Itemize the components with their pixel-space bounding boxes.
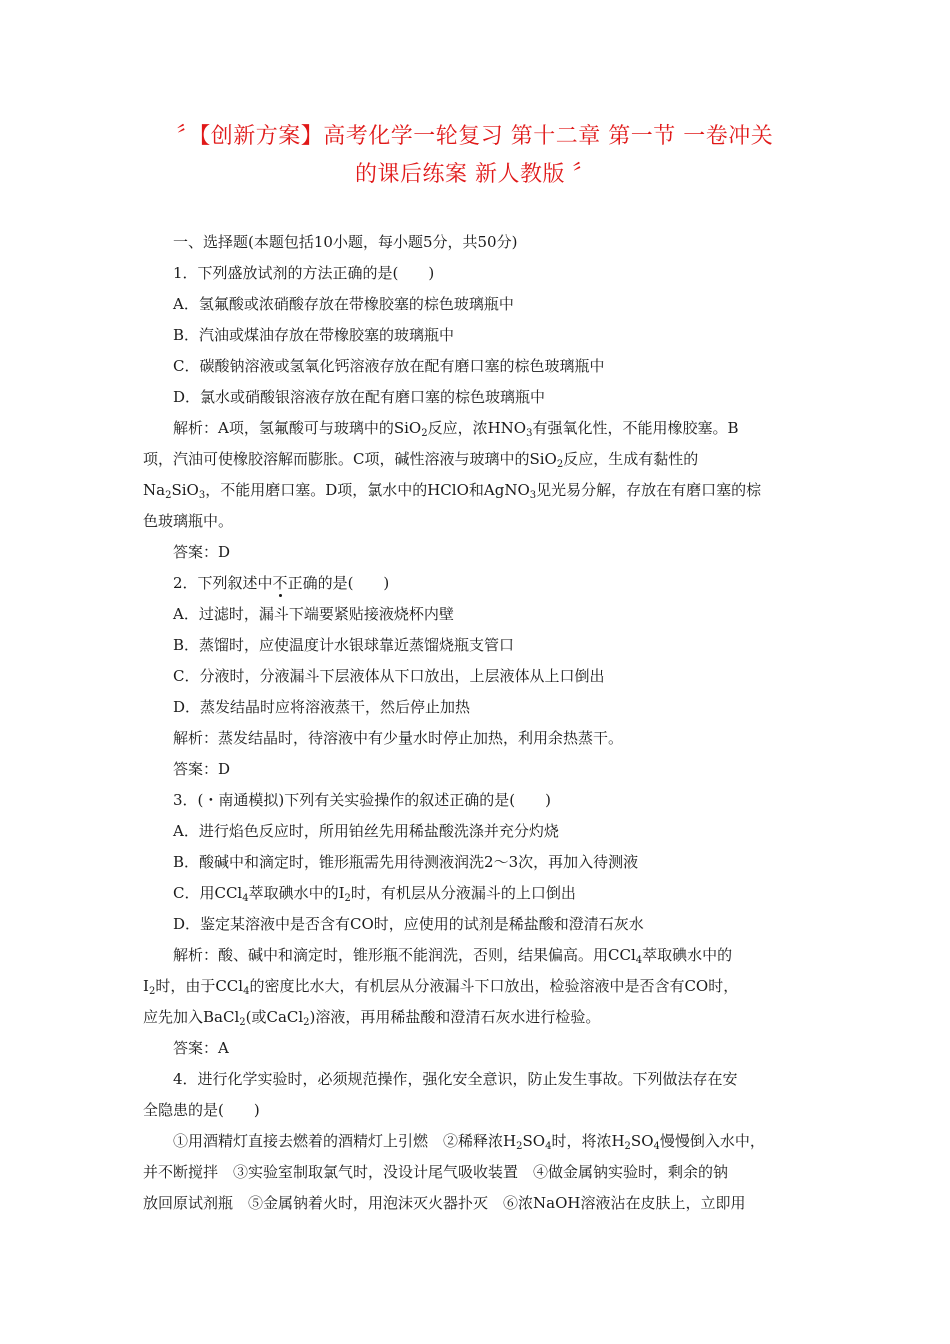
q1-stem: 1．下列盛放试剂的方法正确的是( ) — [173, 264, 435, 282]
q2-option-d: D．蒸发结晶时应将溶液蒸干，然后停止加热 — [173, 698, 471, 716]
q4-item-line-3-text-b: 溶液沾在皮肤上，立即用 — [580, 1194, 746, 1212]
q3-analysis-line-3: 应先加入BaCl$_2$(或CaCl$_2$)溶液，再用稀盐酸和澄清石灰水进行检验。 — [143, 1008, 601, 1028]
q3-answer: 答案：A — [173, 1039, 229, 1057]
q1-analysis: 解析：A项，氢氟酸可与玻璃中的SiO$_2$反应，浓$HNO_3$有强氧化性，不能用橡胶塞。B — [173, 419, 739, 439]
q4-item-2-text-a: 时，将浓 — [551, 1132, 612, 1150]
q2-option-a: A．过滤时，漏斗下端要紧贴接液烧杯内壁 — [173, 605, 454, 623]
q4-stem-line-2: 全隐患的是( ) — [143, 1101, 260, 1119]
q4-items-line-1: ①用酒精灯直接去燃着的酒精灯上引燃 ②稀释浓$H_2SO_4$时，将浓$H_2SO_4$慢慢倒入水中， — [173, 1132, 765, 1152]
q2-option-b: B．蒸馏时，应使温度计水银球靠近蒸馏烧瓶支管口 — [173, 636, 515, 654]
q3-option-a: A．进行焰色反应时，所用铂丝先用稀盐酸洗涤并充分灼烧 — [173, 822, 559, 840]
q2-stem-post: 正确的是( ) — [287, 574, 390, 592]
q4-item-2-text-b: 慢慢倒入水中， — [659, 1132, 765, 1150]
q1-analysis-line-4: 色玻璃瓶中。 — [143, 512, 234, 530]
q1-analysis-line-3: $Na_2SiO_3$，不能用磨口塞。D项，氯水中的HClO和AgNO$_3$见光易分解，存放在有磨口塞的棕 — [143, 481, 762, 501]
title-line-2: 的课后练案 新人教版 〞 — [355, 162, 595, 187]
q4-naoh: NaOH — [533, 1194, 581, 1212]
q3-option-d: D．鉴定某溶液中是否含有CO时，应使用的试剂是稀盐酸和澄清石灰水 — [173, 915, 644, 933]
title-line-1: 〞【创新方案】高考化学一轮复习 第十二章 第一节 一卷冲关 — [176, 124, 774, 149]
q3-stem: 3．(・南通模拟)下列有关实验操作的叙述正确的是( ) — [173, 791, 551, 809]
document-title — [150, 118, 800, 194]
q2-analysis: 解析：蒸发结晶时，待溶液中有少量水时停止加热，利用余热蒸干。 — [173, 729, 624, 747]
q3-analysis-line-2: $I_2$时，由于CCl$_4$的密度比水大，有机层从分液漏斗下口放出，检验溶液中是否含有CO时， — [143, 977, 739, 997]
q2-stem-pre: 2．下列叙述中 — [173, 574, 273, 592]
q2-stem — [173, 568, 813, 599]
q4-items-line-3 — [143, 1188, 813, 1219]
q1-analysis-line-2: 项，汽油可使橡胶溶解而膨胀。C项，碱性溶液与玻璃中的SiO$_2$反应，生成有黏性的 — [143, 450, 699, 470]
q1-option-d: D．氯水或硝酸银溶液存放在配有磨口塞的棕色玻璃瓶中 — [173, 388, 546, 406]
document-body — [143, 227, 813, 1219]
q2-answer: 答案：D — [173, 760, 231, 778]
q2-option-c: C．分液时，分液漏斗下层液体从下口放出，上层液体从上口倒出 — [173, 667, 605, 685]
q4-item-line-3-text: 放回原试剂瓶 ⑤金属钠着火时，用泡沫灭火器扑灭 ⑥浓 — [143, 1194, 534, 1212]
q2-emphasis-dot: 不 — [272, 574, 288, 592]
q4-items-line-2: 并不断搅拌 ③实验室制取氯气时，没设计尾气吸收装置 ④做金属钠实验时，剩余的钠 — [143, 1163, 729, 1181]
q3-option-b: B．酸碱中和滴定时，锥形瓶需先用待测液润洗2～3次，再加入待测液 — [173, 853, 639, 871]
q3-analysis: 解析：酸、碱中和滴定时，锥形瓶不能润洗，否则，结果偏高。用CCl$_4$萃取碘水中的 — [173, 946, 733, 966]
section-heading: 一、选择题(本题包括10小题，每小题5分，共50分) — [173, 233, 518, 251]
q3-option-c: C．用CCl$_4$萃取碘水中的$I_2$时，有机层从分液漏斗的上口倒出 — [173, 884, 576, 904]
q4-item-1-text: ①用酒精灯直接去燃着的酒精灯上引燃 ②稀释浓 — [173, 1132, 504, 1150]
q1-answer: 答案：D — [173, 543, 231, 561]
q1-option-c: C．碳酸钠溶液或氢氧化钙溶液存放在配有磨口塞的棕色玻璃瓶中 — [173, 357, 605, 375]
q4-stem: 4．进行化学实验时，必须规范操作，强化安全意识，防止发生事故。下列做法存在安 — [173, 1070, 738, 1088]
q1-option-b: B．汽油或煤油存放在带橡胶塞的玻璃瓶中 — [173, 326, 455, 344]
q1-option-a: A．氢氟酸或浓硝酸存放在带橡胶塞的棕色玻璃瓶中 — [173, 295, 514, 313]
